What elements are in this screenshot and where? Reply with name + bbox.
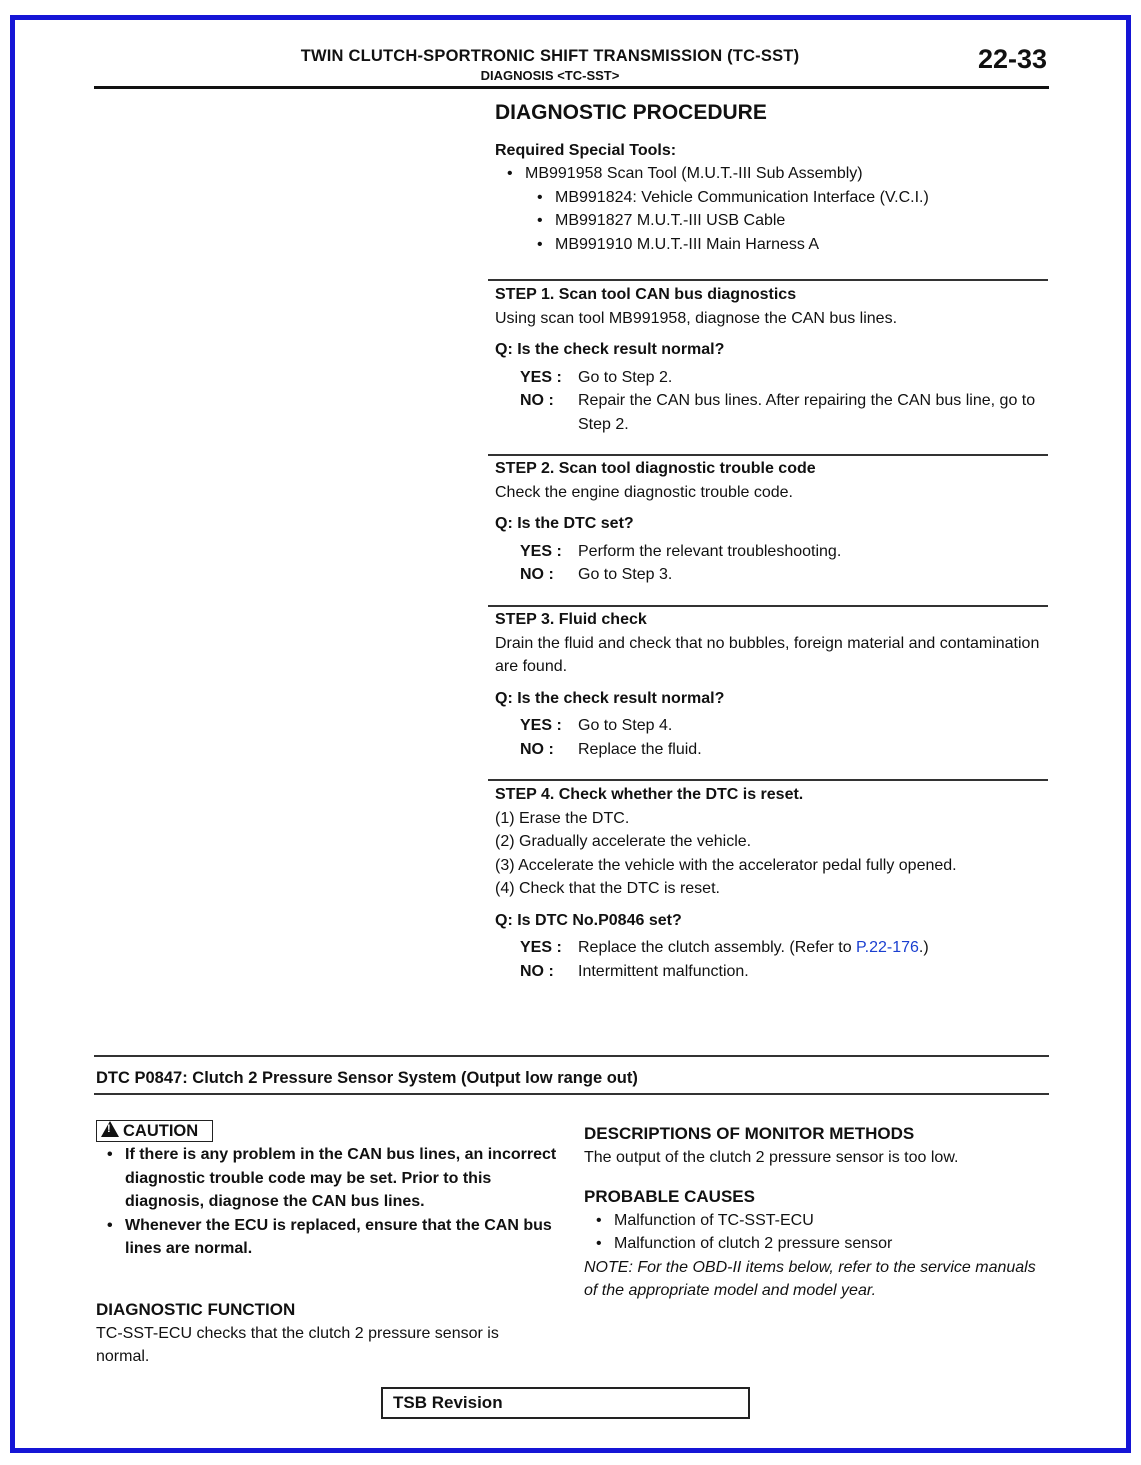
step-title: STEP 3. Fluid check	[495, 611, 647, 628]
procedure-title: DIAGNOSTIC PROCEDURE	[495, 101, 767, 124]
dtc-rule-bottom	[94, 1093, 1049, 1095]
caution-list	[107, 1143, 557, 1261]
caution-box	[96, 1120, 213, 1142]
step-title: STEP 1. Scan tool CAN bus diagnostics	[495, 286, 797, 303]
answer-no: NO : Replace the fluid.	[520, 740, 702, 758]
step-4	[495, 783, 1055, 983]
procedure-section	[495, 101, 1055, 256]
tsb-revision-box: TSB Revision	[381, 1387, 750, 1419]
obd-note: NOTE: For the OBD-II items below, refer to the service manuals of the appropriate model and model year.	[584, 1258, 1036, 1299]
reference-link[interactable]: P.22-176	[856, 939, 919, 956]
step-question: Q: Is the DTC set?	[495, 515, 634, 532]
dtc-rule-top	[94, 1055, 1049, 1057]
causes-heading: PROBABLE CAUSES	[584, 1187, 755, 1206]
tool-item: • MB991824: Vehicle Communication Interface (V.C.I.)	[537, 188, 929, 206]
tool-item: • MB991910 M.U.T.-III Main Harness A	[537, 235, 820, 253]
step-title: STEP 2. Scan tool diagnostic trouble code	[495, 460, 816, 477]
function-text: TC-SST-ECU checks that the clutch 2 pressure sensor is normal.	[96, 1324, 499, 1365]
function-heading: DIAGNOSTIC FUNCTION	[96, 1300, 296, 1319]
answer-yes: YES : Go to Step 4.	[520, 717, 673, 734]
step-title: STEP 4. Check whether the DTC is reset.	[495, 786, 804, 803]
caution-item: • If there is any problem in the CAN bus lines, an incorrect diagnostic trouble code may be set. Prior to this diagnosis, diagnose the CAN bus lines.	[107, 1146, 557, 1210]
step-question: Q: Is the check result normal?	[495, 689, 725, 707]
answer-no: NO : Go to Step 3.	[520, 566, 673, 583]
monitor-heading: DESCRIPTIONS OF MONITOR METHODS	[584, 1124, 915, 1143]
step-rule	[488, 605, 1048, 607]
step-question: Q: Is DTC No.P0846 set?	[495, 911, 682, 929]
caution-item: • Whenever the ECU is replaced, ensure that the CAN bus lines are normal.	[107, 1216, 552, 1257]
page-number: 22-33	[977, 44, 1047, 74]
step-rule	[488, 454, 1048, 456]
step-body: Check the engine diagnostic trouble code.	[495, 483, 793, 501]
step-3	[495, 608, 1055, 761]
answer-yes: YES : Replace the clutch assembly. (Refer to P.22-176.)	[520, 939, 929, 956]
step-body-line: (2) Gradually accelerate the vehicle.	[495, 833, 752, 850]
answer-yes: YES : Perform the relevant troubleshooting.	[520, 542, 842, 560]
answer-yes: YES : Go to Step 2.	[520, 368, 673, 386]
monitor-methods	[584, 1122, 1052, 1303]
header-subtitle: DIAGNOSIS <TC-SST>	[480, 68, 620, 83]
dtc-title: DTC P0847: Clutch 2 Pressure Sensor System (Output low range out)	[96, 1069, 638, 1087]
tool-item: • MB991827 M.U.T.-III USB Cable	[537, 212, 786, 229]
step-rule	[488, 279, 1048, 281]
step-2	[495, 457, 1055, 587]
step-body: Drain the fluid and check that no bubbles, foreign material and contamination are found.	[495, 634, 1040, 675]
step-rule	[488, 779, 1048, 781]
tool-item: • MB991958 Scan Tool (M.U.T.-III Sub Assembly)	[507, 165, 863, 182]
tools-heading: Required Special Tools:	[495, 141, 677, 159]
step-body: Using scan tool MB991958, diagnose the CAN bus lines.	[495, 309, 898, 327]
step-body-line: (3) Accelerate the vehicle with the accelerator pedal fully opened.	[495, 856, 957, 874]
diagnostic-function	[96, 1298, 556, 1369]
answer-no: NO : Intermittent malfunction.	[520, 962, 749, 980]
header-rule	[94, 86, 1049, 89]
cause-item: • Malfunction of TC-SST-ECU	[596, 1211, 814, 1229]
header-title: TWIN CLUTCH-SPORTRONIC SHIFT TRANSMISSION (TC-SST)	[300, 47, 800, 65]
answer-no: NO : Repair the CAN bus lines. After repairing the CAN bus line, go to Step 2.	[520, 392, 1036, 433]
warning-icon	[101, 1121, 119, 1137]
step-body-line: (1) Erase the DTC.	[495, 809, 630, 827]
caution-label: CAUTION	[123, 1122, 199, 1140]
step-1	[495, 283, 1055, 436]
step-body-line: (4) Check that the DTC is reset.	[495, 880, 720, 897]
monitor-text: The output of the clutch 2 pressure sensor is too low.	[584, 1148, 959, 1166]
cause-item: • Malfunction of clutch 2 pressure sensor	[596, 1235, 893, 1252]
step-question: Q: Is the check result normal?	[495, 341, 725, 358]
